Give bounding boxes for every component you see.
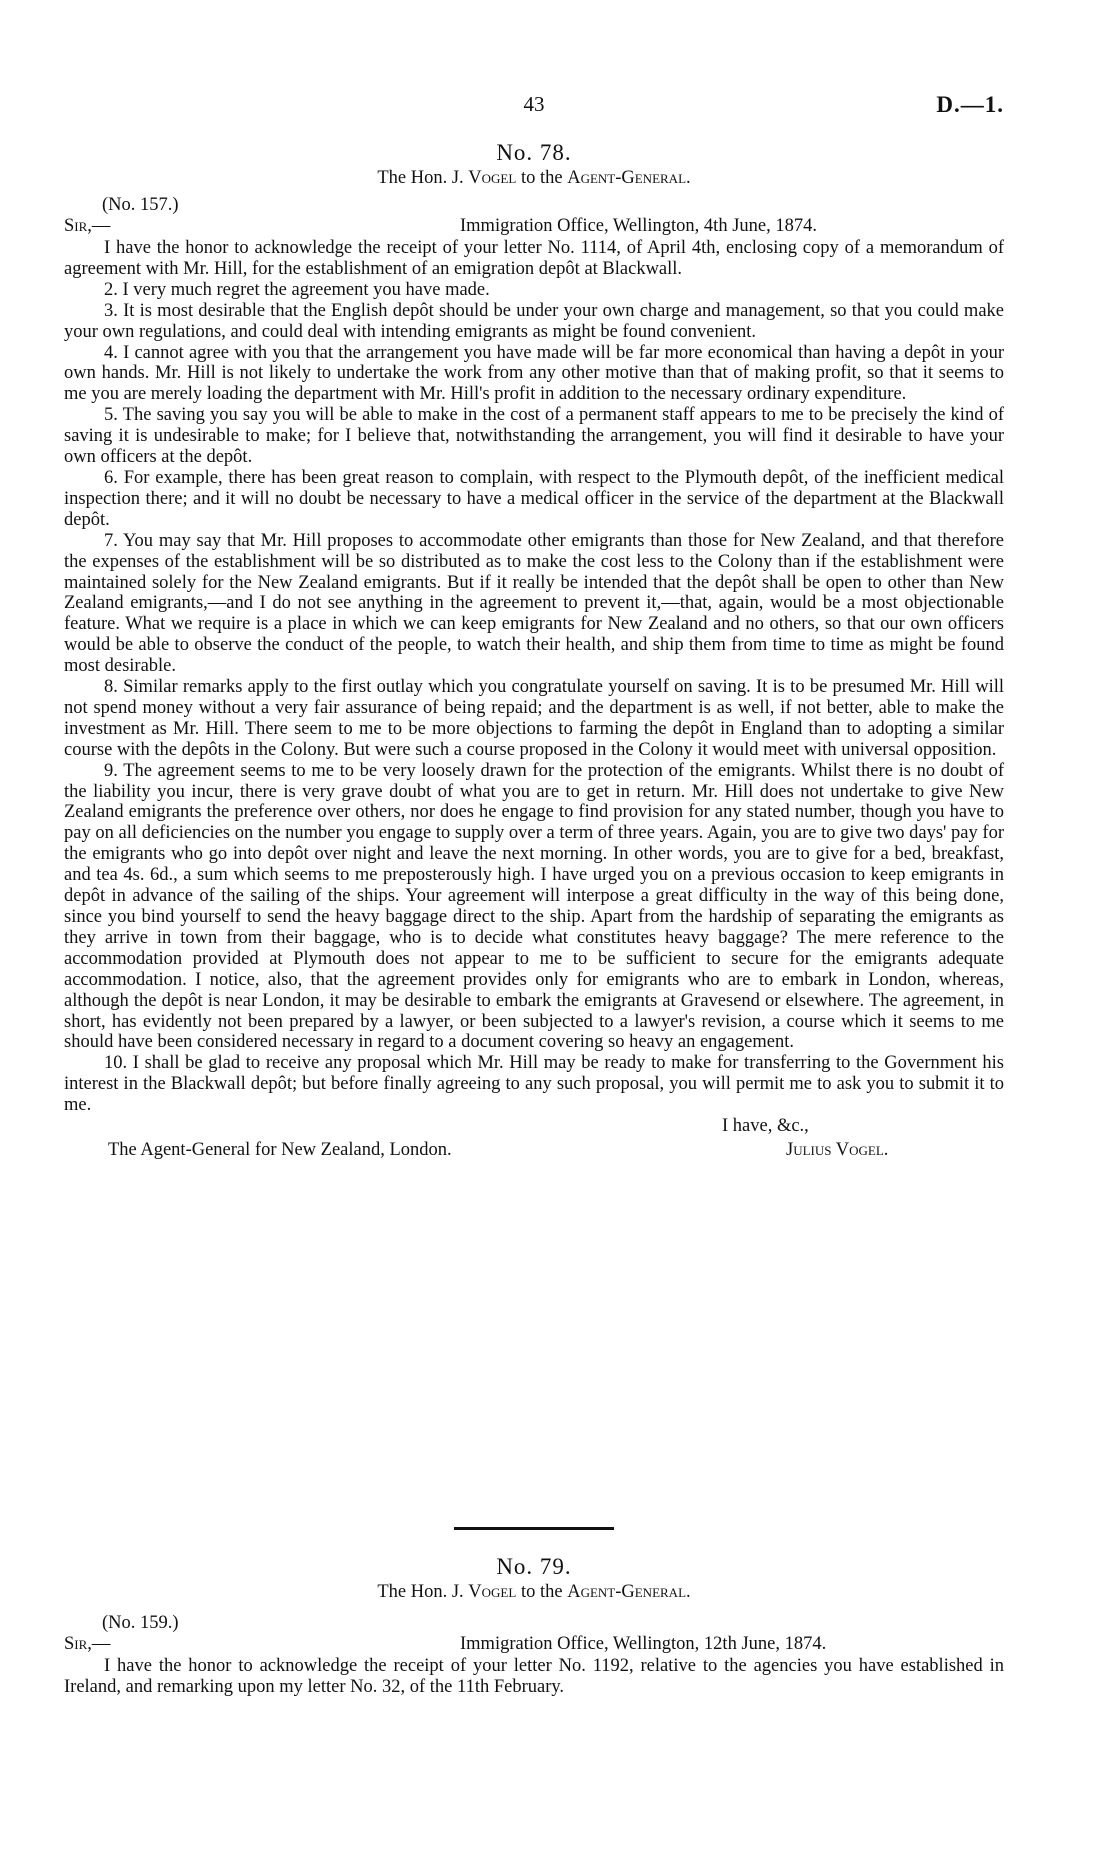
salutation-line [64,216,1004,238]
signature: Julius Vogel. [786,1140,889,1161]
page-number: 43 [523,92,545,116]
paragraph: 3. It is most desirable that the English depôt should be under your own charge and management, so that you could make your own regulations, and could deal with intending emigrants as might be found convenient. [64,300,1004,342]
paragraph: 6. For example, there has been great reason to complain, with respect to the Plymouth depôt, of the inefficient medical inspection there; and it will no doubt be necessary to have a medical officer in the service of the department at the Blackwall depôt. [64,467,1004,530]
complimentary-close: I have, &c., [722,1116,809,1137]
letter-reference: (No. 159.) [102,1613,179,1633]
paragraph: 8. Similar remarks apply to the first outlay which you congratulate yourself on saving. It is to be presumed Mr. Hill will not spend money without a very fair assurance of being repaid; and the department is as well, if not better, able to make the investment as Mr. Hill. There seem to me to be more objections to farming the depôt in England than to adopting a similar course with the depôts in the Colony. But were such a course proposed in the Colony it would meet with universal opposition. [64,677,1004,760]
heading-prefix: The Hon. J. [377,1582,464,1602]
letter-79 [64,1554,1004,1698]
paragraph: I have the honor to acknowledge the receipt of your letter No. 1114, of April 4th, enclosing copy of a memorandum of agreement with Mr. Hill, for the establishment of an emigration depôt at Blackwall. [64,238,1004,279]
letter-body [64,1656,1004,1698]
addressee: The Agent-General for New Zealand, London. [108,1140,452,1161]
address-signature-line [64,1140,1004,1164]
salutation: Sir,— [64,1634,111,1654]
letter-body [64,238,1004,1116]
section-divider [64,1527,1004,1530]
paragraph: 4. I cannot agree with you that the arrangement you have made will be far more economical than having a depôt in your own hands. Mr. Hill is not likely to undertake the work from any other motive than that of making profit, so that it seems to me you are merely loading the department with Mr. Hill's profit in addition to the necessary ordinary expenditure. [64,342,1004,405]
salutation-line [64,1634,1004,1656]
heading-to-word: to the [520,168,563,188]
paragraph: 10. I shall be glad to receive any proposal which Mr. Hill may be ready to make for transferring to the Government his interest in the Blackwall depôt; but before finally agreeing to any such proposal, you will permit me to ask you to submit it to me. [64,1053,1004,1116]
heading-to: Agent-General. [567,1582,691,1602]
heading-from: Vogel [468,168,517,188]
letter-reference: (No. 157.) [102,195,179,215]
paragraph: 5. The saving you say you will be able to make in the cost of a permanent staff appears to me to be precisely the kind of saving it is undesirable to make; for I believe that, notwithstanding the arrangement, you will find it desirable to have your own officers at the depôt. [64,405,1004,468]
heading-to-word: to the [520,1582,563,1602]
letter-heading [64,168,1004,189]
document-code: D.—1. [936,92,1004,117]
letter-heading [64,1582,1004,1603]
letter-78 [64,140,1004,1164]
letter-number: No. 79. [496,1554,572,1579]
paragraph: 7. You may say that Mr. Hill proposes to accommodate other emigrants than those for New Zealand, and that therefore the expenses of the establishment will be so distributed as to make the cost less to the Colony than if the establishment were maintained solely for the New Zealand emigrants. But if it really be intended that the depôt shall be open to other than New Zealand emigrants,—and I do not see anything in the agreement to prevent it,—that, again, would be a most objectionable feature. What we require is a place in which we can keep emigrants for New Zealand and no others, so that our own officers would be able to observe the conduct of the people, to watch their health, and ship them from time to time as might be found most desirable. [64,530,1004,677]
salutation: Sir,— [64,216,111,236]
paragraph: 2. I very much regret the agreement you have made. [104,279,490,300]
dateline: Immigration Office, Wellington, 12th June, 1874. [460,1634,827,1654]
running-head [64,92,1004,120]
paragraph: I have the honor to acknowledge the receipt of your letter No. 1192, relative to the agencies you have established in Ireland, and remarking upon my letter No. 32, of the 11th February. [64,1656,1004,1697]
heading-to: Agent-General. [567,168,691,188]
dateline: Immigration Office, Wellington, 4th June, 1874. [460,216,817,236]
letter-number: No. 78. [496,140,572,165]
heading-from: Vogel [468,1582,517,1602]
heading-prefix: The Hon. J. [377,168,464,188]
paragraph: 9. The agreement seems to me to be very loosely drawn for the protection of the emigrants. Whilst there is no doubt of the liability you incur, there is very grave doubt of what you are to get in return. Mr. Hill does not undertake to give New Zealand emigrants the preference over others, nor does he engage to find provision for any stated number, though you have to pay on all deficiencies on the number you engage to supply over a term of three years. Again, you are to give two days' pay for the emigrants who go into depôt over night and leave the next morning. In other words, you are to give for a bed, breakfast, and tea 4s. 6d., a sum which seems to me preposterously high. I have urged you on a previous occasion to keep emigrants in depôt in advance of the sailing of the ships. Your agreement will interpose a great difficulty in the way of this being done, since you bind yourself to send the heavy baggage direct to the ship. Apart from the hardship of separating the emigrants as they arrive in town from their baggage, who is to decide what constitutes heavy baggage? The mere reference to the accommodation provided at Plymouth does not appear to me to be sufficient to secure for the emigrants adequate accommodation. I notice, also, that the agreement provides only for emigrants who are to embark in London, whereas, although the depôt is near London, it may be desirable to embark the emigrants at Gravesend or elsewhere. The agreement, in short, has evidently not been prepared by a lawyer, or been subjected to a lawyer's revision, a course which it seems to me should have been considered necessary in regard to a document covering so heavy an engagement. [64,760,1004,1053]
closing-line [64,1116,1004,1140]
